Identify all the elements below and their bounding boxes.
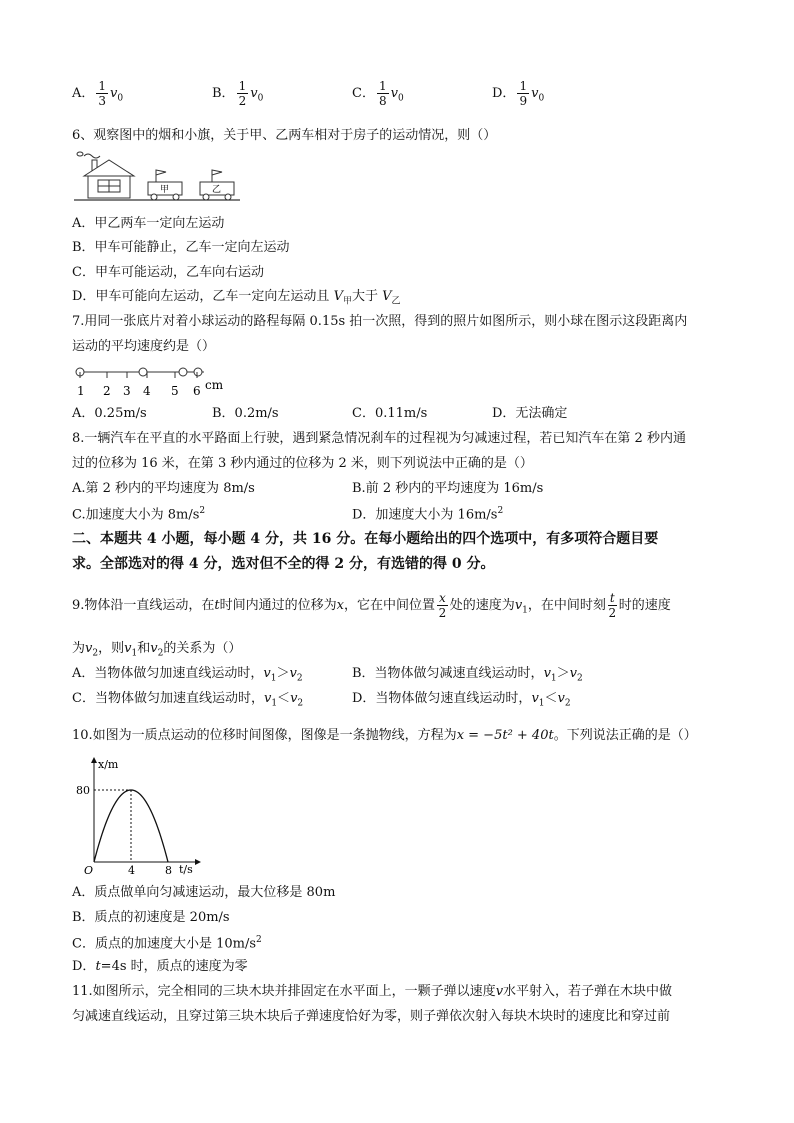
- car-jia-label: 甲: [160, 185, 170, 195]
- ball-icon: [179, 368, 187, 376]
- q5-option-b: B． $\frac{1}{2}$ $v_0$: [212, 79, 264, 108]
- house-cars-figure: [72, 148, 242, 204]
- q11-stem-line1: 11.如图所示，完全相同的三块木块并排固定在水平面上，一颗子弹以速度v水平射入，若子弹在木块中做: [72, 984, 673, 999]
- q6-option-c: C．甲车可能运动，乙车向右运动: [72, 265, 264, 280]
- x-tick-label-4: 4: [128, 864, 135, 876]
- q8-option-b: B.前 2 秒内的平均速度为 16m/s: [352, 481, 544, 496]
- q9-option-b: B．当物体做匀减速直线运动时，$v_1>v_2$: [352, 666, 583, 684]
- q7-option-c: C．0.11m/s: [352, 406, 428, 421]
- q6-option-b: B．甲车可能静止，乙车一定向左运动: [72, 240, 290, 255]
- smoke-icon: [84, 154, 100, 158]
- smoke-puff-icon: [77, 152, 83, 156]
- flag-icon: [212, 170, 222, 175]
- ball-icon: [194, 368, 202, 376]
- section2-heading-line1: 二、本题共 4 小题，每小题 4 分，共 16 分。在每小题给出的四个选项中，有多项符合题目要: [72, 531, 659, 547]
- q6-option-a: A．甲乙两车一定向左运动: [72, 216, 225, 231]
- car-yi-label: 乙: [212, 185, 222, 195]
- y-tick-label-80: 80: [76, 784, 90, 797]
- ruler-label-4: 4: [143, 384, 151, 398]
- q7-option-a: A．0.25m/s: [72, 406, 147, 421]
- q7-option-d: D．无法确定: [492, 406, 568, 421]
- q7-option-b: B．0.2m/s: [212, 406, 279, 421]
- q10-option-c: C．质点的加速度大小是 $10m/s^2$: [72, 935, 262, 952]
- q9-option-a: A．当物体做匀加速直线运动时，$v_1>v_2$: [72, 666, 303, 684]
- q8-stem-line1: 8.一辆汽车在平直的水平路面上行驶，遇到紧急情况刹车的过程视为匀减速过程，若已知汽车在第 2 秒内通: [72, 431, 686, 446]
- q8-stem-line2: 过的位移为 16 米，在第 3 秒内通过的位移为 2 米，则下列说法中正确的是（）: [72, 456, 533, 471]
- flag-icon: [156, 170, 166, 175]
- section2-heading-line2: 求。全部选对的得 4 分，选对但不全的得 2 分，有选错的得 0 分。: [72, 556, 495, 572]
- q10-equation: x = −5t² + 40t: [456, 728, 554, 743]
- q5-option-a: A． $\frac{1}{3}$ $v_0$: [72, 79, 124, 108]
- y-axis-label: x/m: [98, 758, 119, 771]
- origin-label: O: [84, 864, 94, 876]
- q6-option-d: D．甲车可能向左运动，乙车一定向左运动且 $V_甲$大于 $V_乙$: [72, 289, 401, 307]
- q9-option-d: D．当物体做匀速直线运动时，$v_1<v_2$: [352, 691, 571, 709]
- q7-stem-line1: 7.用同一张底片对着小球运动的路程每隔 0.15s 拍一次照，得到的照片如图所示，则小球在图示这段距离内: [72, 314, 688, 329]
- q9-stem-line2: 为$v_2$，则$v_1$和$v_2$的关系为（）: [72, 641, 242, 659]
- displacement-time-graph: [76, 752, 206, 876]
- q10-option-a: A．质点做单向匀减速运动，最大位移是 80m: [72, 885, 336, 900]
- ruler-label-5: 5: [171, 384, 179, 398]
- q9-stem-line1: 9.物体沿一直线运动，在t时间内通过的位移为x，它在中间位置 $\frac{x}{2}$ 处的速度为$v_1$，在中间时刻 $\frac{t}{2}$ 时的速度: [72, 591, 671, 620]
- q7-stem-line2: 运动的平均速度约是（）: [72, 339, 216, 354]
- q5-option-d: D． $\frac{1}{9}$ $v_0$: [492, 79, 545, 108]
- q10-option-b: B．质点的初速度是 20m/s: [72, 910, 230, 925]
- q9-option-c: C．当物体做匀加速直线运动时，$v_1<v_2$: [72, 691, 304, 709]
- ruler-label-1: 1: [77, 384, 85, 398]
- q8-option-a: A.第 2 秒内的平均速度为 8m/s: [72, 481, 255, 496]
- ruler-label-2: 2: [103, 384, 111, 398]
- ruler-figure: [72, 362, 232, 402]
- q6-stem: 6、观察图中的烟和小旗，关于甲、乙两车相对于房子的运动情况，则（）: [72, 128, 497, 143]
- q11-stem-line2: 匀减速直线运动，且穿过第三块木块后子弹速度恰好为零，则子弹依次射入每块木块时的速度比和穿过前: [72, 1009, 671, 1024]
- ruler-label-6: 6: [193, 384, 201, 398]
- q10-option-d: D．t=4s 时，质点的速度为零: [72, 959, 248, 974]
- x-tick-label-8: 8: [165, 864, 172, 876]
- q8-option-c: C.加速度大小为 $8m/s^2$: [72, 506, 206, 523]
- ruler-unit: cm: [205, 378, 224, 392]
- q10-stem: 10.如图为一质点运动的位移时间图像，图像是一条抛物线，方程为x = −5t² + 40t。下列说法正确的是（）: [72, 728, 697, 743]
- ball-icon: [139, 368, 147, 376]
- q5-option-c: C． $\frac{1}{8}$ $v_0$: [352, 79, 404, 108]
- q8-option-d: D．加速度大小为 $16m/s^2$: [352, 506, 504, 523]
- x-axis-label: t/s: [179, 863, 193, 876]
- ruler-label-3: 3: [123, 384, 131, 398]
